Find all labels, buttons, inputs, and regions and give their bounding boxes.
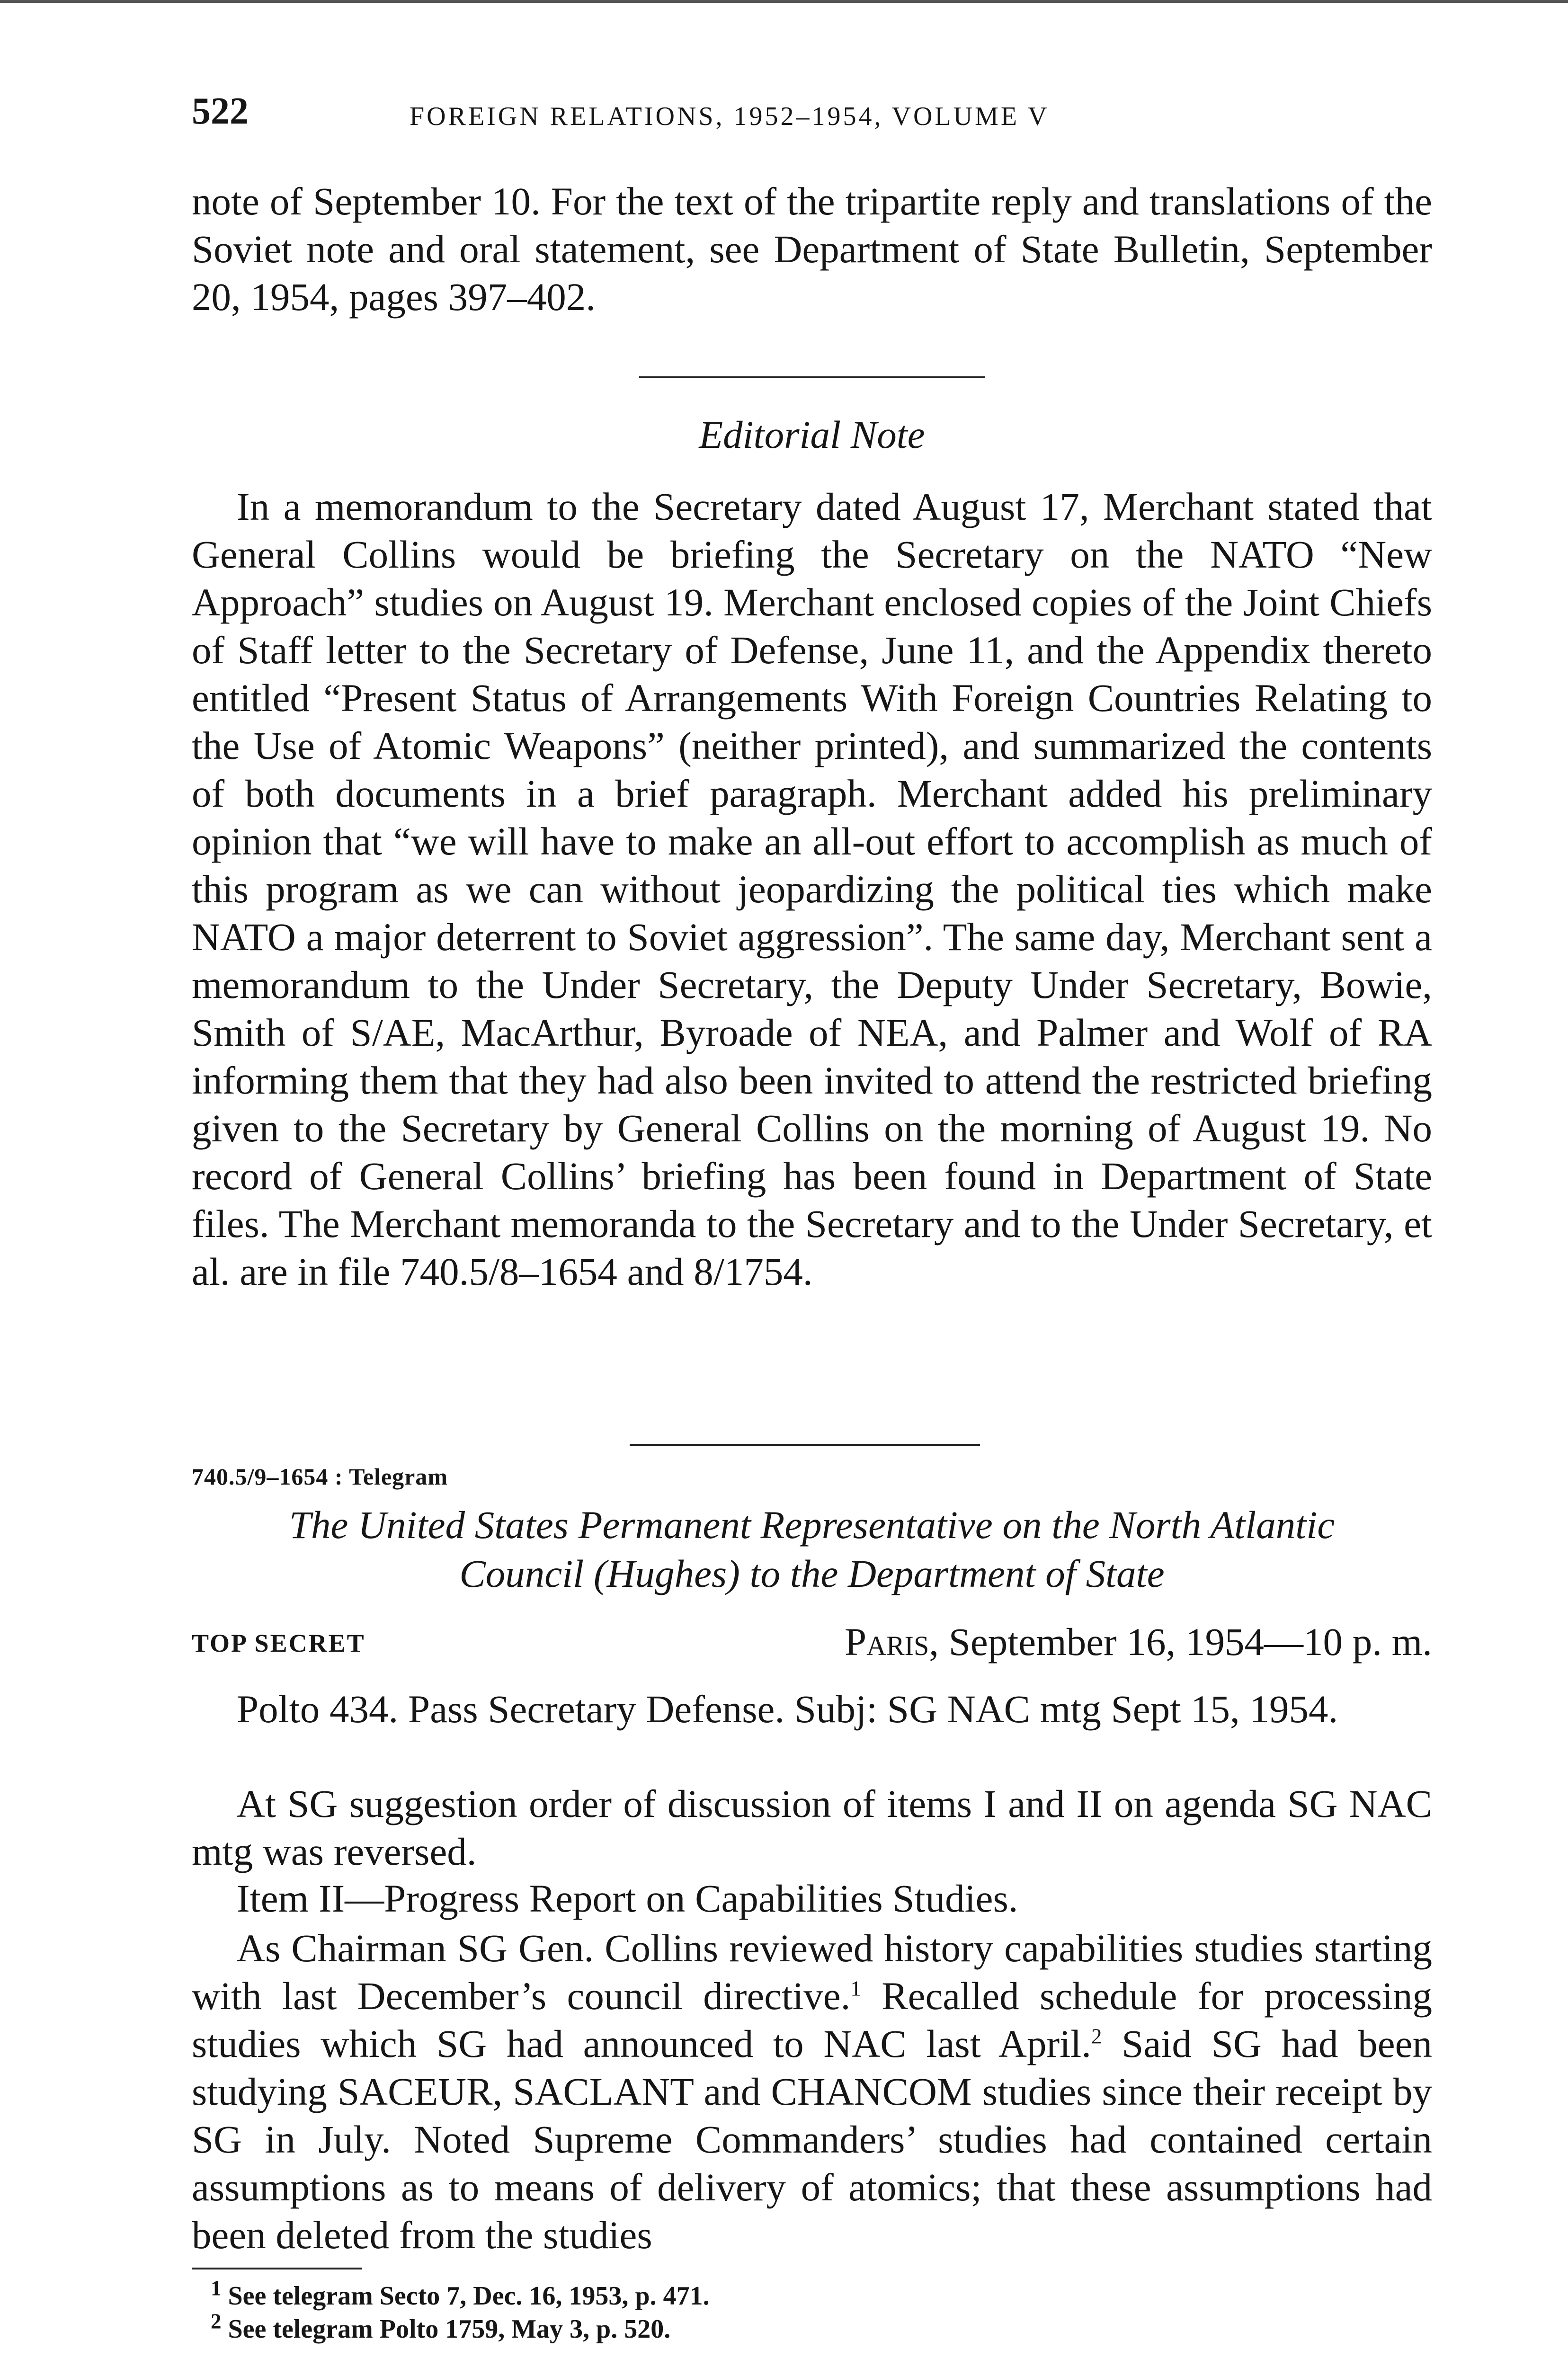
- telegram-paragraph-4: [192, 1924, 1432, 2259]
- page-top-edge: [0, 0, 1568, 3]
- telegram-paragraph-2: At SG suggestion order of discussion of items I and II on agenda SG NAC mtg was reversed.: [192, 1782, 1432, 1873]
- footnote-1-text: See telegram Secto 7, Dec. 16, 1953, p. 471.: [221, 2281, 710, 2311]
- editorial-note-heading: Editorial Note: [699, 413, 925, 456]
- section-divider: [639, 376, 985, 378]
- dateline-place: Paris,: [844, 1620, 939, 1664]
- document-divider: [630, 1444, 980, 1446]
- file-reference: 740.5/9–1654 : Telegram: [192, 1463, 448, 1490]
- footnote-2: [211, 2309, 1432, 2346]
- document-title: [192, 1501, 1432, 1598]
- page-number: 522: [192, 90, 249, 132]
- dateline: [845, 1619, 1432, 1664]
- footnote-1-mark: 1: [211, 2276, 222, 2300]
- paragraph-4-part-3: Said SG had been studying SACEUR, SACLANT and CHANCOM studies since their receipt by SG in July. Noted Supreme Commanders’ studies had contained certain assumptions as to means of delivery of atomics; that these assumptions had been deleted from the studies: [192, 2022, 1432, 2257]
- footnote-ref-1: 1: [850, 1976, 861, 2001]
- classification-marking: TOP SECRET: [192, 1629, 365, 1657]
- telegram-paragraph-3: Item II—Progress Report on Capabilities Studies.: [237, 1877, 1018, 1920]
- document-title-line-2: Council (Hughes) to the Department of State: [459, 1552, 1165, 1595]
- editorial-note-body: In a memorandum to the Secretary dated August 17, Merchant stated that General Collins would be briefing the Secretary on the NATO “New Approach” studies on August 19. Merchant enclosed copies of the Joint Chiefs of Staff letter to the Secretary of Defense, June 11, and the Appendix thereto entitled “Present Status of Arrangements With Foreign Countries Relating to the Use of Atomic Weapons” (neither printed), and summarized the contents of both documents in a brief paragraph. Merchant added his preliminary opinion that “we will have to make an all-out effort to accomplish as much of this program as we can without jeopardizing the political ties which make NATO a major deterrent to Soviet aggression”. The same day, Merchant sent a memorandum to the Under Secretary, the Deputy Under Secretary, Bowie, Smith of S/AE, MacArthur, Byroade of NEA, and Palmer and Wolf of RA informing them that they had also been invited to attend the restricted briefing given to the Secretary by General Collins on the morning of August 19. No record of General Collins’ briefing has been found in Department of State files. The Merchant memoranda to the Secretary and to the Under Secretary, et al. are in file 740.5/8–1654 and 8/1754.: [192, 485, 1432, 1293]
- footnotes: [192, 2276, 1432, 2346]
- running-title: FOREIGN RELATIONS, 1952–1954, VOLUME V: [410, 102, 1050, 131]
- footnote-2-mark: 2: [211, 2309, 222, 2333]
- telegram-paragraph-1: Polto 434. Pass Secretary Defense. Subj: SG NAC mtg Sept 15, 1954.: [237, 1687, 1338, 1731]
- paragraph-4-part-1: As Chairman SG Gen. Collins reviewed history capabilities studies starting with last December’s council directive.: [192, 1926, 1432, 2018]
- continuation-paragraph: note of September 10. For the text of the tripartite reply and translations of the Soviet note and oral statement, see Department of State Bulletin, September 20, 1954, pages 397–402.: [192, 179, 1432, 319]
- running-header: [192, 80, 1432, 137]
- document-title-line-1: The United States Permanent Representative on the North Atlantic: [289, 1503, 1335, 1547]
- paragraph-4-part-2: Recalled schedule for processing studies which SG had announced to NAC last April.: [192, 1974, 1432, 2065]
- dateline-date: September 16, 1954—10 p. m.: [948, 1620, 1432, 1664]
- footnote-2-text: See telegram Polto 1759, May 3, p. 520.: [221, 2314, 671, 2344]
- footnote-1: [211, 2276, 1432, 2313]
- footnote-divider: [192, 2268, 362, 2269]
- footnote-ref-2: 2: [1091, 2024, 1102, 2048]
